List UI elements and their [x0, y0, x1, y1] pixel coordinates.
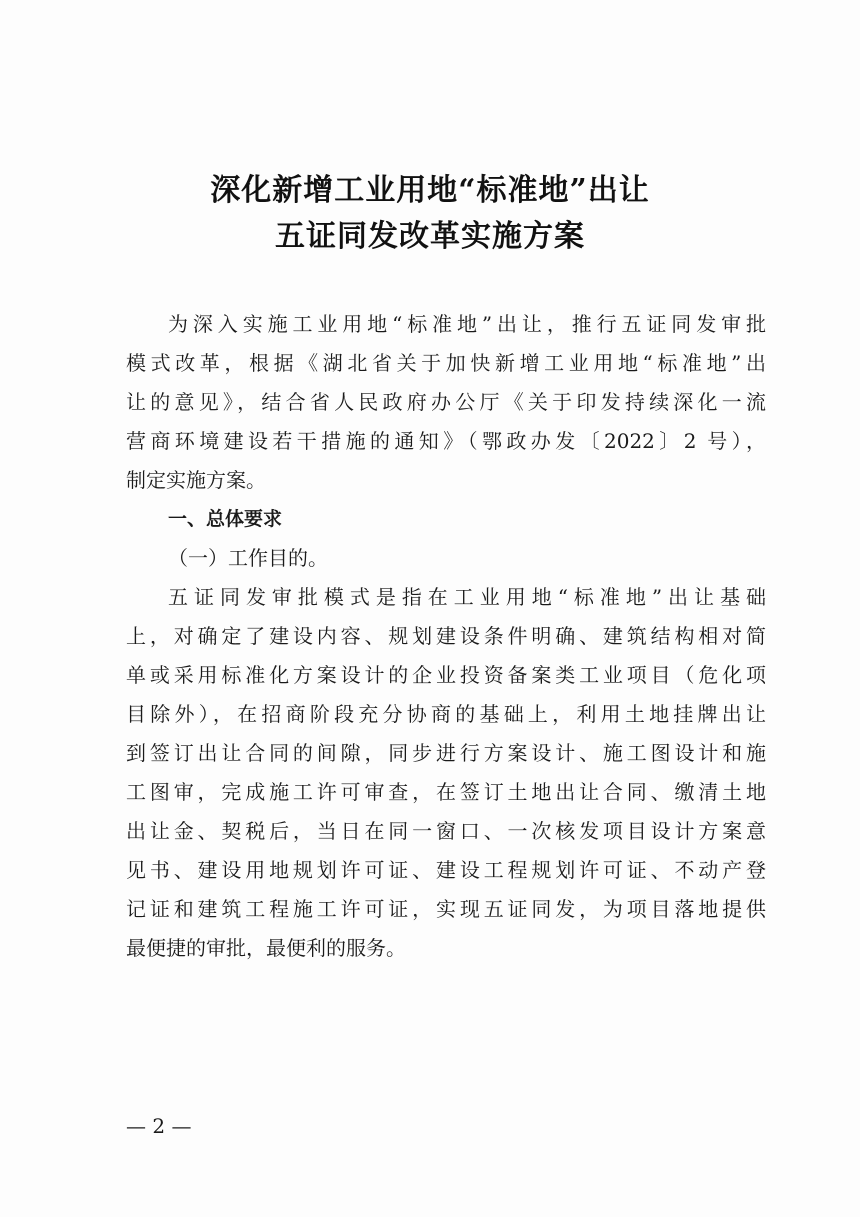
- section-heading: 一、总体要求: [168, 508, 283, 530]
- title-line-1: 深化新增工业用地“标准地”出让: [210, 173, 650, 208]
- intro-line: 制定实施方案。: [126, 468, 266, 492]
- document-title: [0, 168, 860, 260]
- intro-line: 模式改革，根据《湖北省关于加快新增工业用地“标准地”出: [126, 351, 766, 375]
- section-line: 上，对确定了建设内容、规划建设条件明确、建筑结构相对简: [126, 624, 766, 648]
- section-line: 见书、建设用地规划许可证、建设工程规划许可证、不动产登: [126, 858, 766, 882]
- section-line: 出让金、契税后，当日在同一窗口、一次核发项目设计方案意: [126, 819, 766, 843]
- section-line: 记证和建筑工程施工许可证，实现五证同发，为项目落地提供: [126, 897, 766, 921]
- section-line: 五证同发审批模式是指在工业用地“标准地”出让基础: [168, 585, 766, 609]
- subsection-heading: （一）工作目的。: [168, 546, 328, 570]
- intro-line: 让的意见》，结合省人民政府办公厅《关于印发持续深化一流: [126, 390, 766, 414]
- section-line: 工图审，完成施工许可审查，在签订土地出让合同、缴清土地: [126, 780, 766, 804]
- section-line: 最便捷的审批，最便利的服务。: [126, 936, 406, 960]
- intro-line: 为深入实施工业用地“标准地”出让，推行五证同发审批: [168, 312, 766, 336]
- intro-line: 营商环境建设若干措施的通知》（鄂政办发〔2022〕2 号），: [126, 429, 766, 453]
- section-line: 目除外），在招商阶段充分协商的基础上，利用土地挂牌出让: [126, 702, 766, 726]
- title-line-2: 五证同发改革实施方案: [275, 219, 585, 254]
- document-body: [126, 305, 766, 968]
- section-line: 到签订出让合同的间隙，同步进行方案设计、施工图设计和施: [126, 741, 766, 765]
- page-number: — 2 —: [126, 1114, 192, 1138]
- section-line: 单或采用标准化方案设计的企业投资备案类工业项目（危化项: [126, 663, 766, 687]
